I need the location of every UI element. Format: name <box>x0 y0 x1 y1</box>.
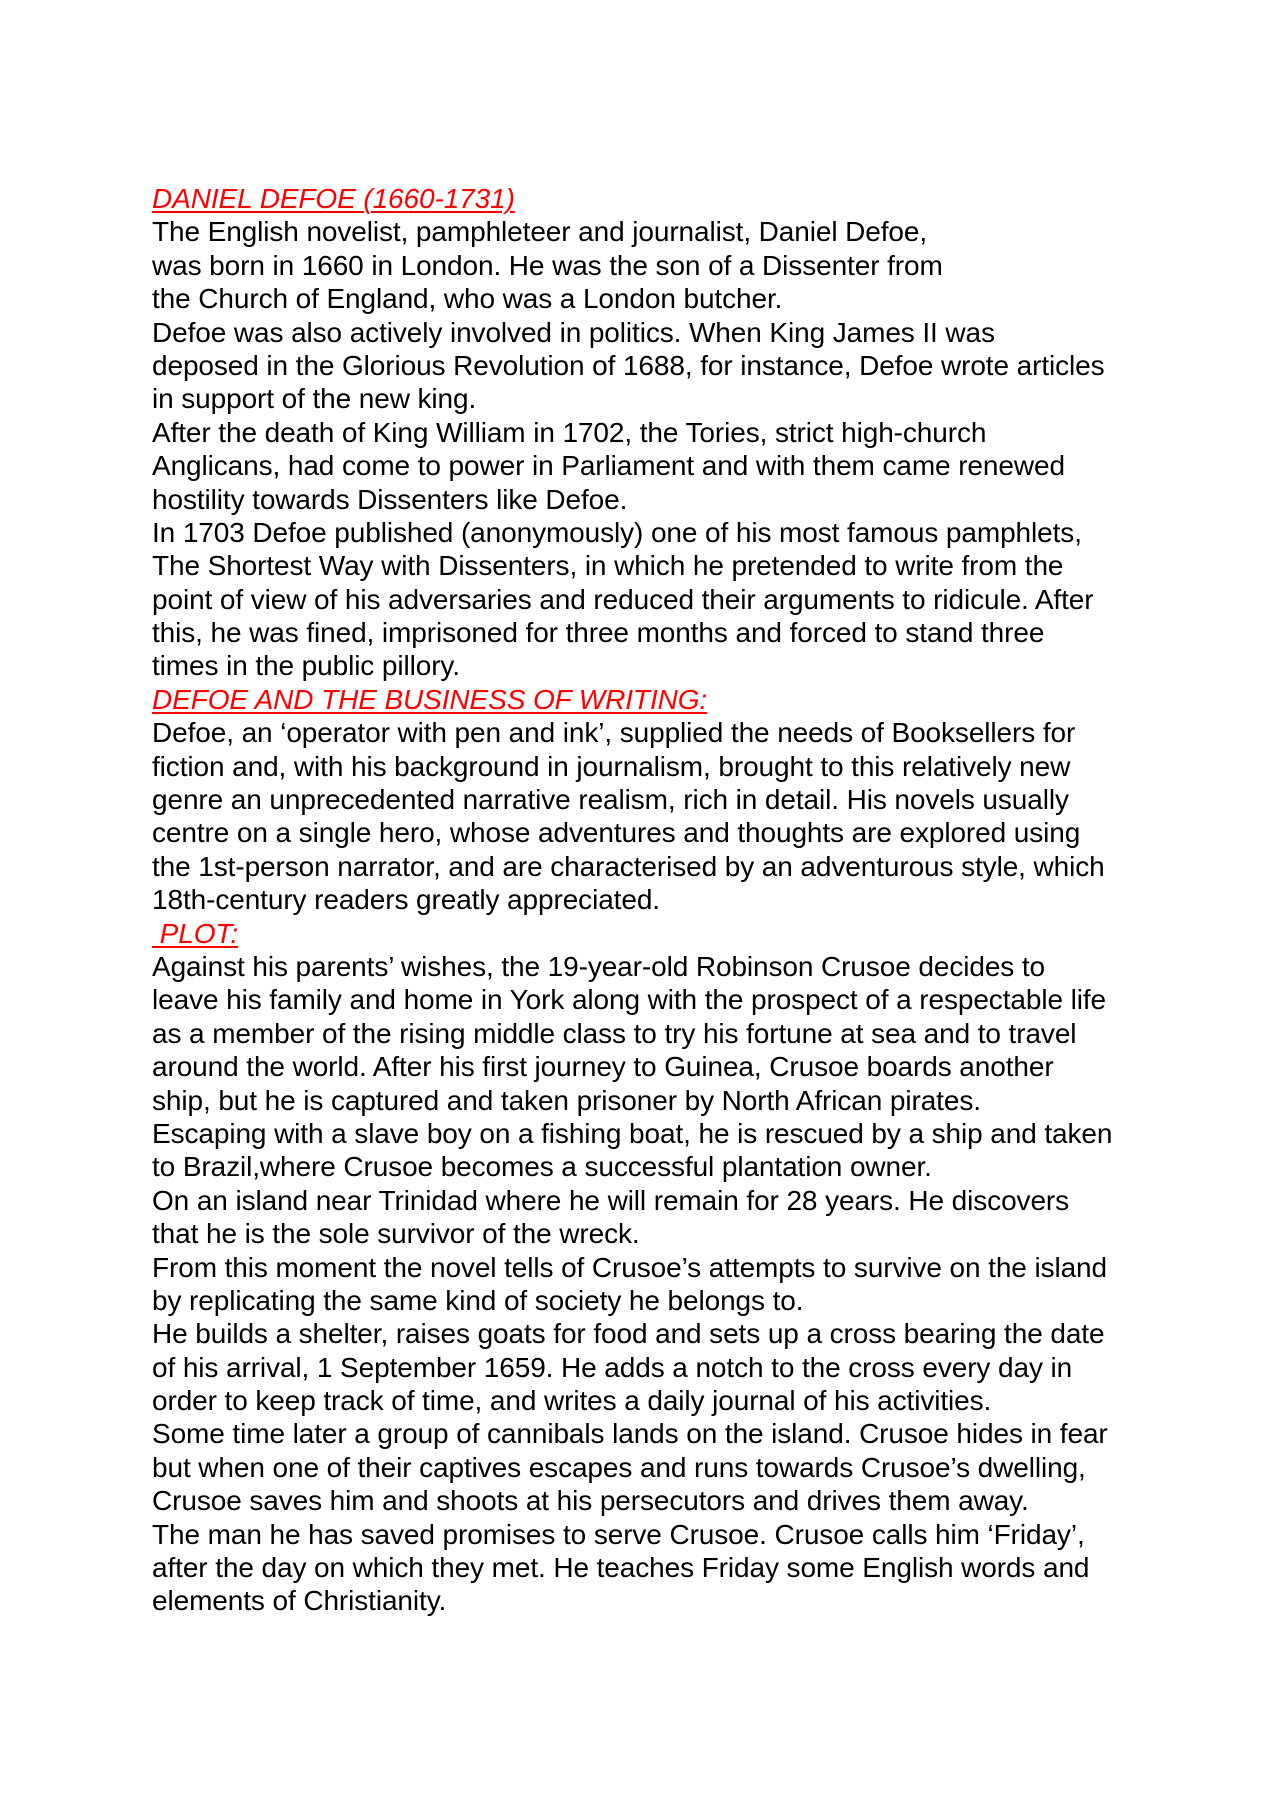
text-line: point of view of his adversaries and reduced their arguments to ridicule. After <box>152 583 1094 615</box>
text-line: Escaping with a slave boy on a fishing boat, he is rescued by a ship and taken <box>152 1117 1113 1149</box>
text-line: by replicating the same kind of society he belongs to. <box>152 1284 804 1316</box>
text-line: times in the public pillory. <box>152 650 460 682</box>
text-line: fiction and, with his background in journalism, brought to this relatively new <box>152 750 1071 782</box>
text-line: He builds a shelter, raises goats for food and sets up a cross bearing the date <box>152 1318 1105 1350</box>
text-line: hostility towards Dissenters like Defoe. <box>152 483 628 515</box>
text-line: deposed in the Glorious Revolution of 1688, for instance, Defoe wrote articles <box>152 349 1105 381</box>
text-line: of his arrival, 1 September 1659. He adds a notch to the cross every day in <box>152 1351 1073 1383</box>
text-line: centre on a single hero, whose adventures and thoughts are explored using <box>152 817 1081 849</box>
text-line: that he is the sole survivor of the wreck. <box>152 1218 640 1250</box>
text-line: ship, but he is captured and taken prisoner by North African pirates. <box>152 1084 981 1116</box>
text-line: Against his parents’ wishes, the 19-year-old Robinson Crusoe decides to <box>152 950 1046 982</box>
text-line: as a member of the rising middle class to try his fortune at sea and to travel <box>152 1017 1077 1049</box>
text-line: to Brazil,where Crusoe becomes a successful plantation owner. <box>152 1151 932 1183</box>
text-line: Defoe, an ‘operator with pen and ink’, supplied the needs of Booksellers for <box>152 717 1076 749</box>
text-line: around the world. After his first journey to Guinea, Crusoe boards another <box>152 1051 1054 1083</box>
text-line: elements of Christianity. <box>152 1585 447 1617</box>
text-line: On an island near Trinidad where he will remain for 28 years. He discovers <box>152 1184 1070 1216</box>
text-line: order to keep track of time, and writes a daily journal of his activities. <box>152 1385 992 1417</box>
text-line: leave his family and home in York along with the prospect of a respectable life <box>152 984 1106 1016</box>
section-heading: DEFOE AND THE BUSINESS OF WRITING: <box>152 683 708 715</box>
text-line: but when one of their captives escapes and runs towards Crusoe’s dwelling, <box>152 1451 1086 1483</box>
text-line: Crusoe saves him and shoots at his persecutors and drives them away. <box>152 1485 1029 1517</box>
text-line: After the death of King William in 1702, the Tories, strict high-church <box>152 416 987 448</box>
section-heading: DANIEL DEFOE (1660-1731) <box>152 183 515 214</box>
text-line: The English novelist, pamphleteer and journalist, Daniel Defoe, <box>152 216 928 248</box>
text-line: In 1703 Defoe published (anonymously) one of his most famous pamphlets, <box>152 516 1082 548</box>
text-line: genre an unprecedented narrative realism, rich in detail. His novels usually <box>152 784 1069 816</box>
text-line: From this moment the novel tells of Crusoe’s attempts to survive on the island <box>152 1251 1108 1283</box>
text-line: this, he was fined, imprisoned for three months and forced to stand three <box>152 617 1045 649</box>
document-text-block <box>152 182 1162 1618</box>
text-line: 18th-century readers greatly appreciated. <box>152 884 660 916</box>
text-line: after the day on which they met. He teaches Friday some English words and <box>152 1552 1090 1584</box>
text-line: The Shortest Way with Dissenters, in which he pretended to write from the <box>152 550 1064 582</box>
text-line: was born in 1660 in London. He was the son of a Dissenter from <box>152 249 943 281</box>
text-line: Defoe was also actively involved in politics. When King James II was <box>152 316 995 348</box>
text-line: The man he has saved promises to serve Crusoe. Crusoe calls him ‘Friday’, <box>152 1518 1085 1550</box>
text-line: Anglicans, had come to power in Parliament and with them came renewed <box>152 450 1065 482</box>
text-line: the Church of England, who was a London butcher. <box>152 283 783 315</box>
text-line: in support of the new king. <box>152 383 477 415</box>
text-line: the 1st-person narrator, and are characterised by an adventurous style, which <box>152 850 1105 882</box>
text-line: Some time later a group of cannibals lands on the island. Crusoe hides in fear <box>152 1418 1108 1450</box>
section-heading: PLOT: <box>152 917 239 949</box>
